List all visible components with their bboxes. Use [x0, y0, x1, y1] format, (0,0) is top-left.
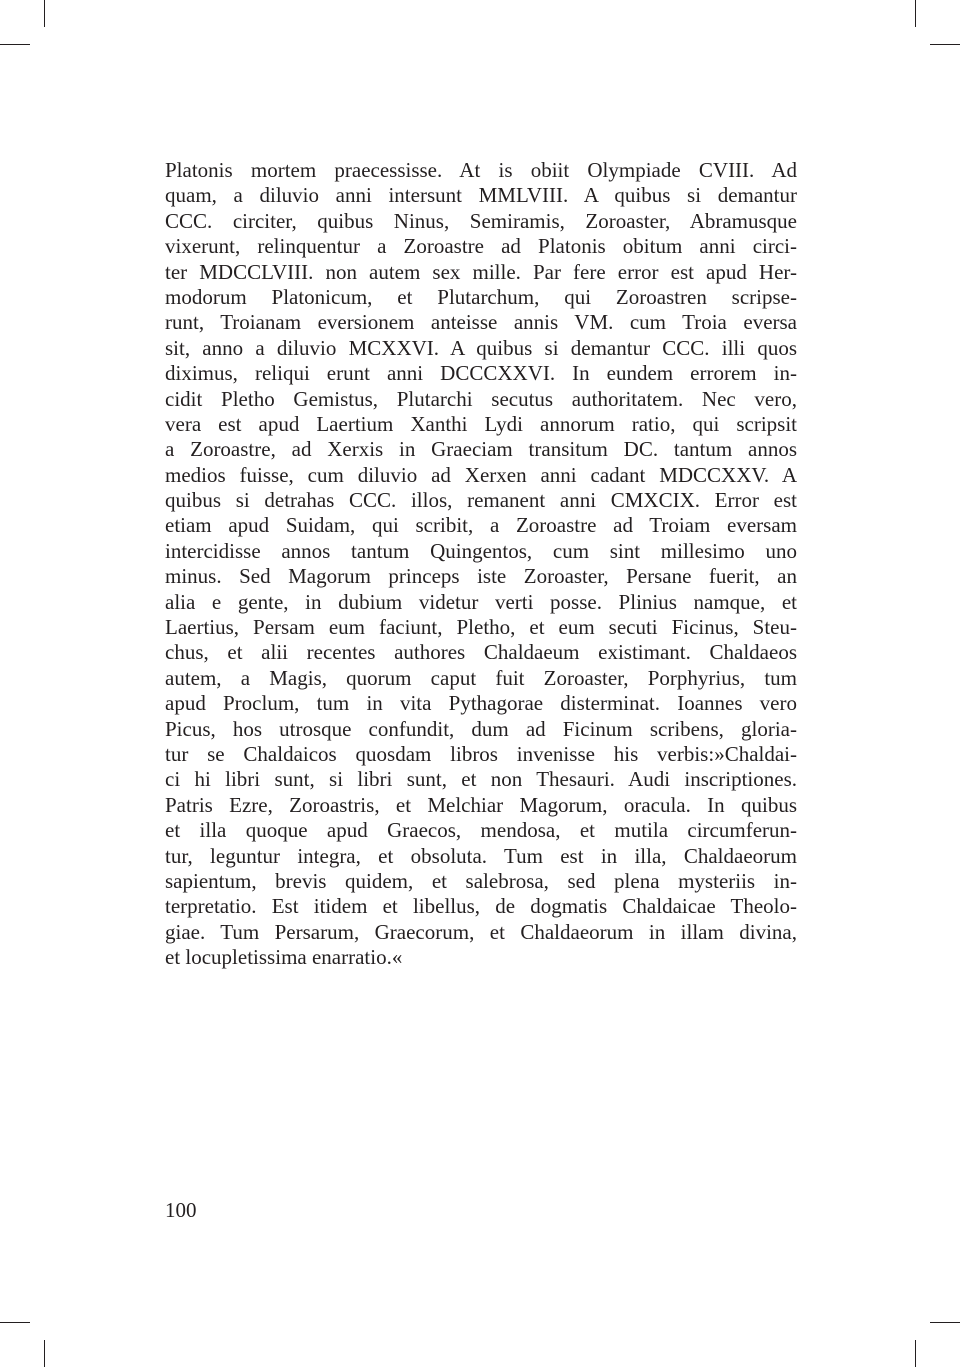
text-line: quibus si detrahas CCC. illos, remanent anni CMXCIX. Error est — [165, 488, 797, 513]
text-line-last: et locupletissima enarratio.« — [165, 945, 403, 970]
text-line: ter MDCCLVIII. non autem sex mille. Par fere error est apud Her- — [165, 259, 797, 284]
text-line: Laertius, Persam eum faciunt, Pletho, et eum secuti Ficinus, Steu- — [165, 615, 797, 640]
text-line: minus. Sed Magorum princeps iste Zoroaster, Persane fuerit, an — [165, 564, 797, 589]
text-line: chus, et alii recentes authores Chaldaeum existimant. Chaldaeos — [165, 640, 797, 665]
text-line: diximus, reliqui erunt anni DCCCXXVI. In eundem errorem in- — [165, 361, 797, 386]
text-line: giae. Tum Persarum, Graecorum, et Chaldaeorum in illam divina, — [165, 919, 797, 944]
body-text — [165, 158, 797, 971]
crop-mark-bottom-left-horizontal — [0, 1322, 30, 1323]
text-line: intercidisse annos tantum Quingentos, cum sint millesimo uno — [165, 538, 797, 563]
crop-mark-bottom-right-horizontal — [930, 1322, 960, 1323]
text-line: quam, a diluvio anni intersunt MMLVIII. A quibus si demantur — [165, 183, 797, 208]
text-line: tur se Chaldaicos quosdam libros invenisse his verbis:»Chaldai- — [165, 741, 797, 766]
text-line: ci hi libri sunt, si libri sunt, et non Thesauri. Audi inscriptiones. — [165, 767, 797, 792]
text-line: a Zoroastre, ad Xerxis in Graeciam transitum DC. tantum annos — [165, 437, 797, 462]
text-line: tur, leguntur integra, et obsoluta. Tum est in illa, Chaldaeorum — [165, 843, 797, 868]
crop-mark-bottom-left-vertical — [44, 1340, 45, 1367]
text-line: sit, anno a diluvio MCXXVI. A quibus si demantur CCC. illi quos — [165, 335, 797, 360]
text-line: Platonis mortem praecessisse. At is obiit Olympiade CVIII. Ad — [165, 158, 797, 182]
text-line: runt, Troianam eversionem anteisse annis VM. cum Troia eversa — [165, 310, 797, 335]
crop-mark-top-right-horizontal — [930, 44, 960, 45]
crop-mark-bottom-right-vertical — [915, 1340, 916, 1367]
text-line: et illa quoque apud Graecos, mendosa, et mutila circumferun- — [165, 818, 797, 843]
text-line: Picus, hos utrosque confundit, dum ad Ficinum scribens, gloria- — [165, 716, 797, 741]
text-line: vera est apud Laertium Xanthi Lydi annorum ratio, qui scripsit — [165, 411, 797, 436]
text-line: cidit Pletho Gemistus, Plutarchi secutus authoritatem. Nec vero, — [165, 386, 797, 411]
text-line: modorum Platonicum, et Plutarchum, qui Zoroastren scripse- — [165, 284, 797, 309]
text-line: apud Proclum, tum in vita Pythagorae disterminat. Ioannes vero — [165, 691, 797, 716]
text-line: Patris Ezre, Zoroastris, et Melchiar Magorum, oracula. In quibus — [165, 792, 797, 817]
crop-mark-top-left-vertical — [44, 0, 45, 27]
text-line: autem, a Magis, quorum caput fuit Zoroaster, Porphyrius, tum — [165, 665, 797, 690]
text-line: terpretatio. Est itidem et libellus, de dogmatis Chaldaicae Theolo- — [165, 894, 797, 919]
text-line: vixerunt, relinquentur a Zoroastre ad Platonis obitum anni circi- — [165, 234, 797, 259]
crop-mark-top-left-horizontal — [0, 44, 30, 45]
text-line: etiam apud Suidam, qui scribit, a Zoroastre ad Troiam eversam — [165, 513, 797, 538]
text-line: sapientum, brevis quidem, et salebrosa, sed plena mysteriis in- — [165, 868, 797, 893]
text-line: alia e gente, in dubium videtur verti posse. Plinius namque, et — [165, 589, 797, 614]
page-number: 100 — [165, 1198, 197, 1222]
text-line: CCC. circiter, quibus Ninus, Semiramis, Zoroaster, Abramusque — [165, 208, 797, 233]
crop-mark-top-right-vertical — [915, 0, 916, 27]
text-line: medios fuisse, cum diluvio ad Xerxen anni cadant MDCCXXV. A — [165, 462, 797, 487]
